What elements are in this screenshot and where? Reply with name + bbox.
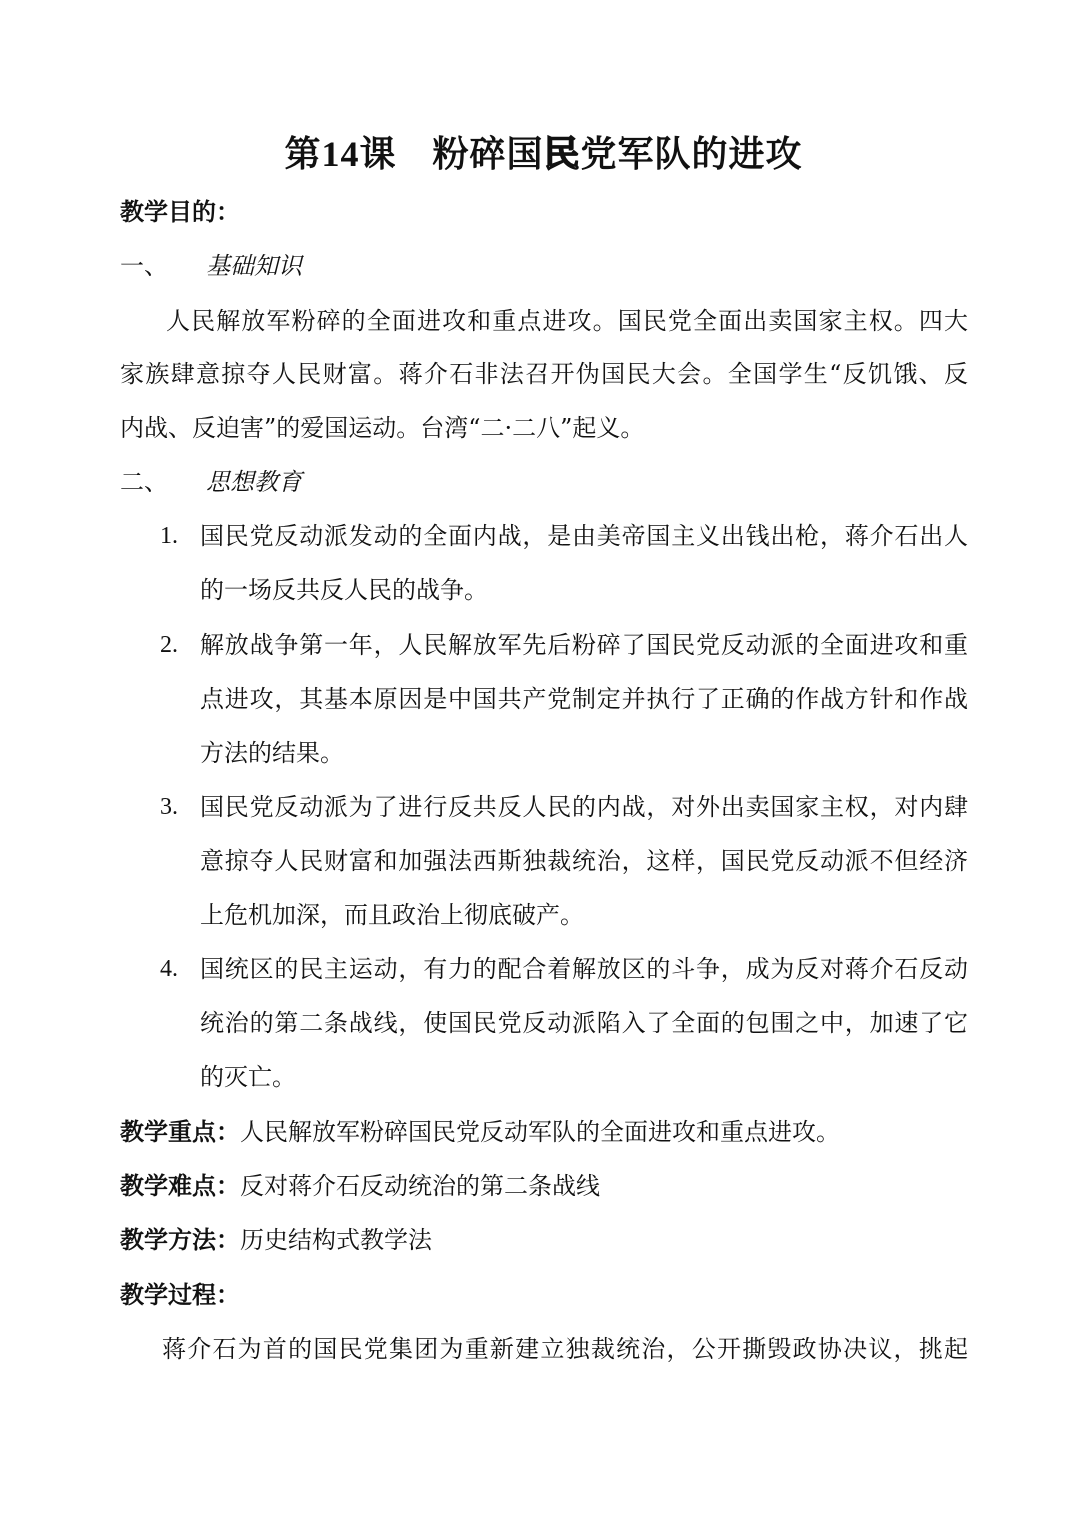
list-item-line: 点进攻，其基本原因是中国共产党制定并执行了正确的作战方针和作战 [200,685,968,713]
section2-title: 思想教育 [206,468,302,496]
section1-title: 基础知识 [206,252,302,280]
section1-line-text: 家族肆意掠夺人民财富。蒋介石非法召开伪国民大会。全国学生“反饥饿、反 [120,360,968,388]
process-line [120,1333,968,1365]
method [120,1224,432,1256]
section1-number: 一、 [120,252,168,280]
difficulty [120,1170,600,1202]
list-item-line: 方法的结果。 [200,739,344,767]
process-heading: 教学过程： [120,1280,240,1309]
title-number: 14 [321,134,360,174]
title-main-outlined: 民 [543,133,581,175]
section2-number: 二、 [120,468,168,496]
list-item-number: 1. [160,523,178,549]
list-item-number: 2. [160,632,178,658]
title-main-after: 党军队的进攻 [580,133,803,175]
title-main-before: 粉碎国 [432,133,544,175]
list-item-line: 国民党反动派发动的全面内战，是由美帝国主义出钱出枪，蒋介石出人 [200,522,968,550]
title-lesson: 课 [359,133,397,175]
page-title [0,126,1087,177]
difficulty-label: 教学难点： [120,1171,240,1200]
list-item-line: 解放战争第一年，人民解放军先后粉碎了国民党反动派的全面进攻和重 [200,631,968,659]
list-item-number: 4. [160,956,178,982]
list-item-line: 的灭亡。 [200,1063,296,1091]
list-item-line: 国统区的民主运动，有力的配合着解放区的斗争，成为反对蒋介石反动 [200,955,968,983]
list-item-line: 统治的第二条战线，使国民党反动派陷入了全面的包围之中，加速了它 [200,1009,968,1037]
method-text: 历史结构式教学法 [240,1226,432,1254]
section1-line-text: 人民解放军粉碎的全面进攻和重点进攻。国民党全面出卖国家主权。四大 [166,307,968,335]
key-point [120,1116,840,1148]
list-item-line: 意掠夺人民财富和加强法西斯独裁统治，这样，国民党反动派不但经济 [200,847,968,875]
list-item-line: 的一场反共反人民的战争。 [200,576,488,604]
difficulty-text: 反对蒋介石反动统治的第二条战线 [240,1172,600,1200]
key-point-text: 人民解放军粉碎国民党反动军队的全面进攻和重点进攻。 [240,1118,840,1146]
list-item-line: 上危机加深，而且政治上彻底破产。 [200,901,584,929]
section1-line: 内战、反迫害”的爱国运动。台湾“二·二八”起义。 [120,414,645,442]
objectives-heading: 教学目的： [120,197,240,226]
title-prefix: 第 [284,133,322,175]
list-item-number: 3. [160,794,178,820]
key-point-label: 教学重点： [120,1117,240,1146]
process-text: 蒋介石为首的国民党集团为重新建立独裁统治，公开撕毁政协决议，挑起 [162,1335,968,1363]
list-item-line: 国民党反动派为了进行反共反人民的内战，对外出卖国家主权，对内肆 [200,793,968,821]
section1-line [120,358,968,390]
method-label: 教学方法： [120,1225,240,1254]
section1-line [120,305,968,337]
